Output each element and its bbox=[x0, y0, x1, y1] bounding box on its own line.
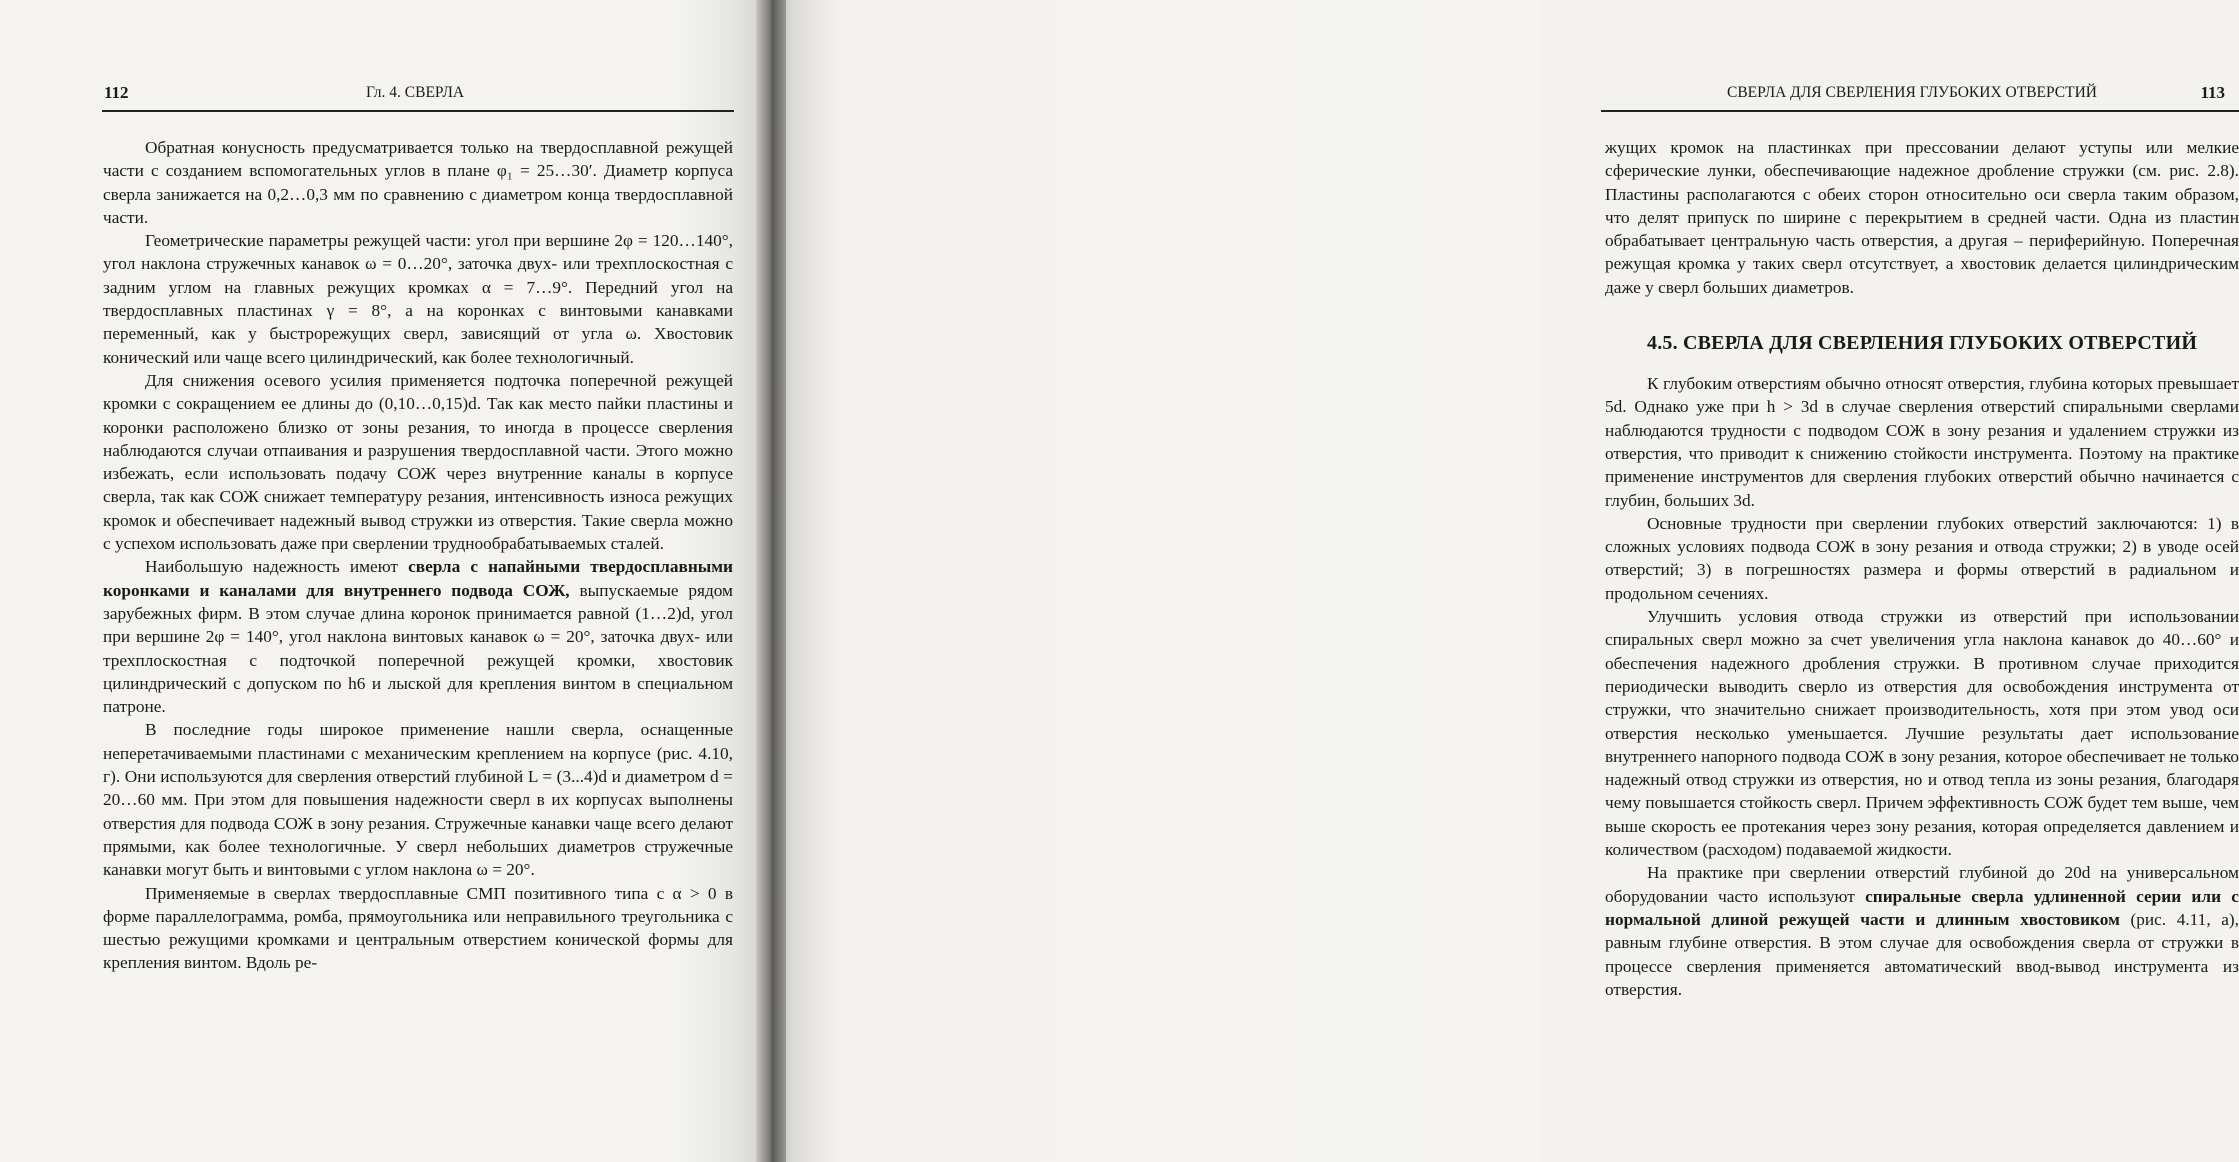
paragraph-lead: На практике при сверлении отверстий глубиной до 20d на универсальном оборудовании часто используют bbox=[1605, 863, 2239, 906]
paragraph-rest: (рис. 4.11, а), равным глубине отверстия. В этом случае для освобождения сверла от стружки в процессе сверления применяется автоматический ввод-вывод инструмента из отверстия. bbox=[1605, 909, 2239, 999]
right-header-rule bbox=[1601, 110, 2239, 112]
right-page-number: 113 bbox=[2200, 83, 2225, 102]
bold-term: спиральные сверла удлиненной серии или с нормальной длиной режущей части и длинным хвостовиком bbox=[1605, 886, 2239, 929]
paragraph: В последние годы широкое применение нашли сверла, оснащенные неперетачиваемыми пластинами с механическим креплением на корпусе (рис. 4.10, г). Они используются для сверления отверстий глубиной L = (3...4)d и диаметром d = 20…60 мм. При этом для повышения надежности сверл в их корпусах выполнены отверстия для подвода СОЖ в зону резания. Стружечные канавки чаще всего делают прямыми, как более технологичные. У сверл небольших диаметров стружечные канавки могут быть и винтовыми с углом наклона ω = 20°. bbox=[103, 720, 733, 880]
right-running-head bbox=[1599, 80, 2239, 106]
paragraph: К глубоким отверстиям обычно относят отверстия, глубина которых превышает 5d. Однако уже при h > 3d в случае сверления отверстий спиральными сверлами наблюдаются трудности с подводом СОЖ в зону резания и удалением стружки из отверстия, что приводит к снижению стойкости инструмента. Поэтому на практике применение инструментов для сверления глубоких отверстий обычно начинается с глубин, больших 3d. bbox=[1605, 374, 2239, 510]
left-running-head bbox=[104, 80, 736, 106]
paragraph-lead: Наибольшую надежность имеют bbox=[145, 557, 398, 577]
paragraph bbox=[1605, 861, 2239, 1001]
right-page-body bbox=[1605, 136, 2239, 1001]
book-gutter bbox=[756, 0, 786, 1162]
right-page bbox=[771, 0, 2239, 1162]
paragraph: Основные трудности при сверлении глубоких отверстий заключаются: 1) в сложных условиях подвода СОЖ в зону резания и отвода стружки; 2) в уводе осей отверстий; 3) в погрешностях размера и формы отверстий в радиальном и продольном сечениях. bbox=[1605, 513, 2239, 603]
bold-term: сверла с напайными твердосплавными коронками и каналами для внутреннего подвода СОЖ, bbox=[103, 557, 733, 600]
paragraph-rest: выпускаемые рядом зарубежных фирм. В этом случае длина коронок принимается равной (1…2)d, угол при вершине 2φ = 140°, угол наклона винтовых канавок ω = 20°, заточка двух- или трехплоскостная с подточкой поперечной режущей кромки, хвостовик цилиндрический с допуском по h6 и лыской для крепления винтом в специальном патроне. bbox=[103, 580, 733, 717]
paragraph: Геометрические параметры режущей части: угол при вершине 2φ = 120…140°, угол наклона стружечных канавок ω = 0…20°, заточка двух- или трехплоскостная с задним углом на главных режущих кромках α = 7…9°. Передний угол на твердосплавных пластинах γ = 8°, а на коронках с винтовыми канавками переменный, как у быстрорежущих сверл, зависящий от угла ω. Хвостовик конический или чаще всего цилиндрический, как более технологичный. bbox=[103, 231, 733, 367]
left-page-body bbox=[103, 136, 733, 975]
left-page bbox=[0, 0, 771, 1162]
section-heading: 4.5. СВЕРЛА ДЛЯ СВЕРЛЕНИЯ ГЛУБОКИХ ОТВЕРСТИЙ bbox=[1647, 332, 2198, 355]
left-running-title: Гл. 4. СВЕРЛА bbox=[366, 84, 465, 101]
paragraph: Обратная конусность предусматривается только на твердосплавной режущей части с созданием вспомогательных углов в плане φ₁ = 25…30′. Диаметр корпуса сверла занижается на 0,2…0,3 мм по сравнению с диаметром конца твердосплавной части. bbox=[103, 138, 733, 227]
left-page-number: 112 bbox=[104, 83, 129, 102]
paragraph: Улучшить условия отвода стружки из отверстий при использовании спиральных сверл можно за счет увеличения угла наклона канавок до 40…60° и обеспечения надежного дробления стружки. В противном случае приходится периодически выводить сверло из отверстия для освобождения инструмента от стружки, что значительно снижает производительность, хотя при этом увод оси отверстия несколько уменьшается. Лучшие результаты дает использование внутреннего напорного подвода СОЖ в зону резания, которое обеспечивает не только надежный отвод стружки из отверстия, но и отвод тепла из зоны резания, благодаря чему повышается стойкость сверл. Причем эффективность СОЖ будет тем выше, чем выше скорость ее протекания через зону резания, которая определяется давлением и количеством (расходом) подаваемой жидкости. bbox=[1605, 607, 2239, 860]
paragraph: Для снижения осевого усилия применяется подточка поперечной режущей кромки с сокращением ее длины до (0,10…0,15)d. Так как место пайки пластины и коронки расположено близко от зоны резания, то иногда в процессе сверления наблюдаются случаи отпаивания и разрушения твердосплавной части. Этого можно избежать, если использовать подачу СОЖ через внутренние каналы в корпусе сверла, так как СОЖ снижает температуру резания, интенсивность износа режущих кромок и обеспечивает надежный вывод стружки из отверстия. Такие сверла можно с успехом использовать даже при сверлении труднообрабатываемых сталей. bbox=[103, 370, 733, 554]
right-running-title: СВЕРЛА ДЛЯ СВЕРЛЕНИЯ ГЛУБОКИХ ОТВЕРСТИЙ bbox=[1727, 84, 2098, 101]
paragraph bbox=[103, 555, 733, 718]
paragraph: жущих кромок на пластинках при прессовании делают уступы или мелкие сферические лунки, обеспечивающие надежное дробление стружки (см. рис. 2.8). Пластины располагаются с обеих сторон относительно оси сверла таким образом, что делят припуск по ширине с перекрытием в средней части. Одна из пластин обрабатывает центральную часть отверстия, а другая – периферийную. Поперечная режущая кромка у таких сверл отсутствует, а хвостовик делается цилиндрическим даже у сверл больших диаметров. bbox=[1605, 138, 2239, 297]
paragraph: Применяемые в сверлах твердосплавные СМП позитивного типа с α > 0 в форме параллелограмма, ромба, прямоугольника или неправильного треугольника с шестью режущими кромками и центральным отверстием конической формы для крепления винтом. Вдоль ре- bbox=[103, 883, 733, 973]
left-header-rule bbox=[102, 110, 734, 112]
